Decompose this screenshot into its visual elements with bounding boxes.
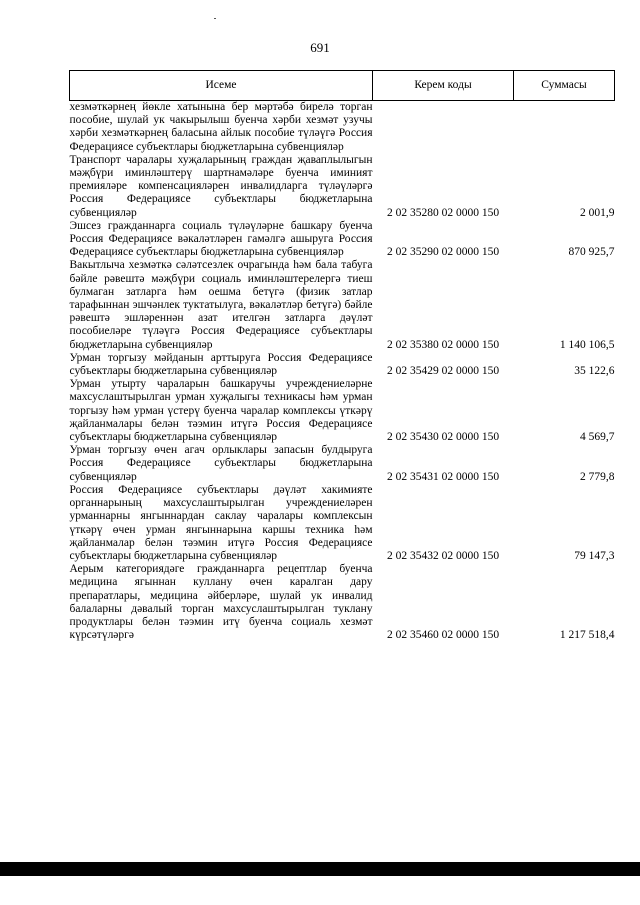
scan-mark bbox=[214, 18, 216, 19]
row-name: Аерым категориядәге гражданнарга рецептлар буенча медицина ягыннан куллану өчен каралган дару препаратлары, медицина әйберләре, шулай ук инвалид балаларны дәвалый торган махсуслаштырылган туклану продуктлары белән тәэмин итү буенча социаль хезмәт күрсәтүләргә bbox=[69, 563, 373, 642]
scan-border-bar bbox=[0, 862, 640, 876]
row-name: Урман торгызу өчен агач орлыклары запасын булдыруга Россия Федерациясе субъектлары бюджетларына субвенцияләр bbox=[69, 444, 373, 483]
row-code: 2 02 35431 02 0000 150 bbox=[386, 470, 500, 483]
header-code: Керем коды bbox=[373, 71, 514, 101]
table-row bbox=[70, 378, 615, 444]
table-row bbox=[70, 259, 615, 351]
row-amount: 2 001,9 bbox=[580, 206, 615, 219]
row-code: 2 02 35460 02 0000 150 bbox=[386, 629, 500, 642]
row-amount: 1 217 518,4 bbox=[559, 629, 615, 642]
header-amount: Суммасы bbox=[514, 71, 615, 101]
row-name: хезмәткәрнең йөкле хатынына бер мәртәбә бирелә торган пособие, шулай ук чакырылыш буенча хәрби хезмәт узучы хәрби хезмәткәрнең баласына айлык пособие түләүгә Россия Федерациясе субъектлары бюджетларына субвенцияләр bbox=[69, 101, 373, 153]
row-code: 2 02 35380 02 0000 150 bbox=[386, 338, 500, 351]
table-row bbox=[70, 101, 615, 154]
row-name: Вакытлыча хезмәткә сәләтсезлек очрагында һәм бала табуга бәйле рәвештә мәҗбүри социаль иминләштерелергә тиеш булмаган затларга һәм оешма бетүгә (физик затлар тарафыннан эшчәнлек туктатылуга, вәкаләтләр бетүгә) бәйле рәвештә эшләреннән азат ителгән затларга дәүләт пособиеләре түләүгә Россия Федерациясе субъектлары бюджетларына субвенцияләр bbox=[69, 259, 373, 351]
row-name: Эшсез гражданнарга социаль түләүләрне башкару буенча Россия Федерациясе вәкаләтләрен гамәлгә ашыруга Россия Федерациясе субъектлары бюджетларына субвенцияләр bbox=[69, 219, 373, 259]
table-row bbox=[70, 352, 615, 378]
budget-table bbox=[69, 70, 615, 642]
page-number: 691 bbox=[310, 40, 330, 55]
table-row bbox=[70, 220, 615, 260]
table-row bbox=[70, 563, 615, 642]
row-amount: 2 779,8 bbox=[580, 470, 615, 483]
table-row bbox=[70, 484, 615, 563]
table-row bbox=[70, 444, 615, 484]
row-name: Транспорт чаралары хуҗаларының граждан җаваплылыгын мәҗбүри иминләштерү шартнамәләре буенча иминият премияләре компенсацияләрен инвалидларга түләүләргә Россия Федерациясе субъектлары бюджетларына субвенцияләр bbox=[69, 153, 373, 219]
row-code: 2 02 35429 02 0000 150 bbox=[386, 365, 500, 378]
row-amount: 35 122,6 bbox=[574, 365, 615, 378]
row-code: 2 02 35432 02 0000 150 bbox=[386, 549, 500, 562]
row-code: 2 02 35280 02 0000 150 bbox=[386, 206, 500, 219]
row-amount: 1 140 106,5 bbox=[559, 338, 615, 351]
row-code: 2 02 35290 02 0000 150 bbox=[386, 246, 500, 259]
table-header-row bbox=[70, 71, 615, 101]
row-amount bbox=[514, 101, 615, 154]
row-code bbox=[373, 101, 514, 154]
row-amount: 870 925,7 bbox=[568, 246, 615, 259]
row-amount: 4 569,7 bbox=[580, 431, 615, 444]
row-name: Россия Федерациясе субъектлары дәүләт хакимияте органнарының махсуслаштырылган учреждениеләрен урманнарны янгыннардан саклау чаралары комплексын үткәрү өчен урман янгыннарына каршы техника һәм җайланмалар белән тәэмин итүгә Россия Федерациясе субъектлары бюджетларына субвенцияләр bbox=[69, 483, 373, 562]
header-name: Исеме bbox=[70, 71, 373, 101]
row-code: 2 02 35430 02 0000 150 bbox=[386, 431, 500, 444]
row-name: Урман утырту чараларын башкаручы учреждениеләрне махсуслаштырылган урман хуҗалыгы техникасы һәм урман торгызу һәм урман үстерү буенча чаралар комплексы үткәрү җайланмалары белән тәэмин итүгә Россия Федерациясе субъектлары бюджетларына субвенцияләр bbox=[69, 378, 373, 444]
row-name: Урман торгызу мәйданын арттыруга Россия Федерациясе субъектлары бюджетларына субвенцияләр bbox=[69, 351, 373, 378]
table-row bbox=[70, 154, 615, 220]
row-amount: 79 147,3 bbox=[574, 549, 615, 562]
